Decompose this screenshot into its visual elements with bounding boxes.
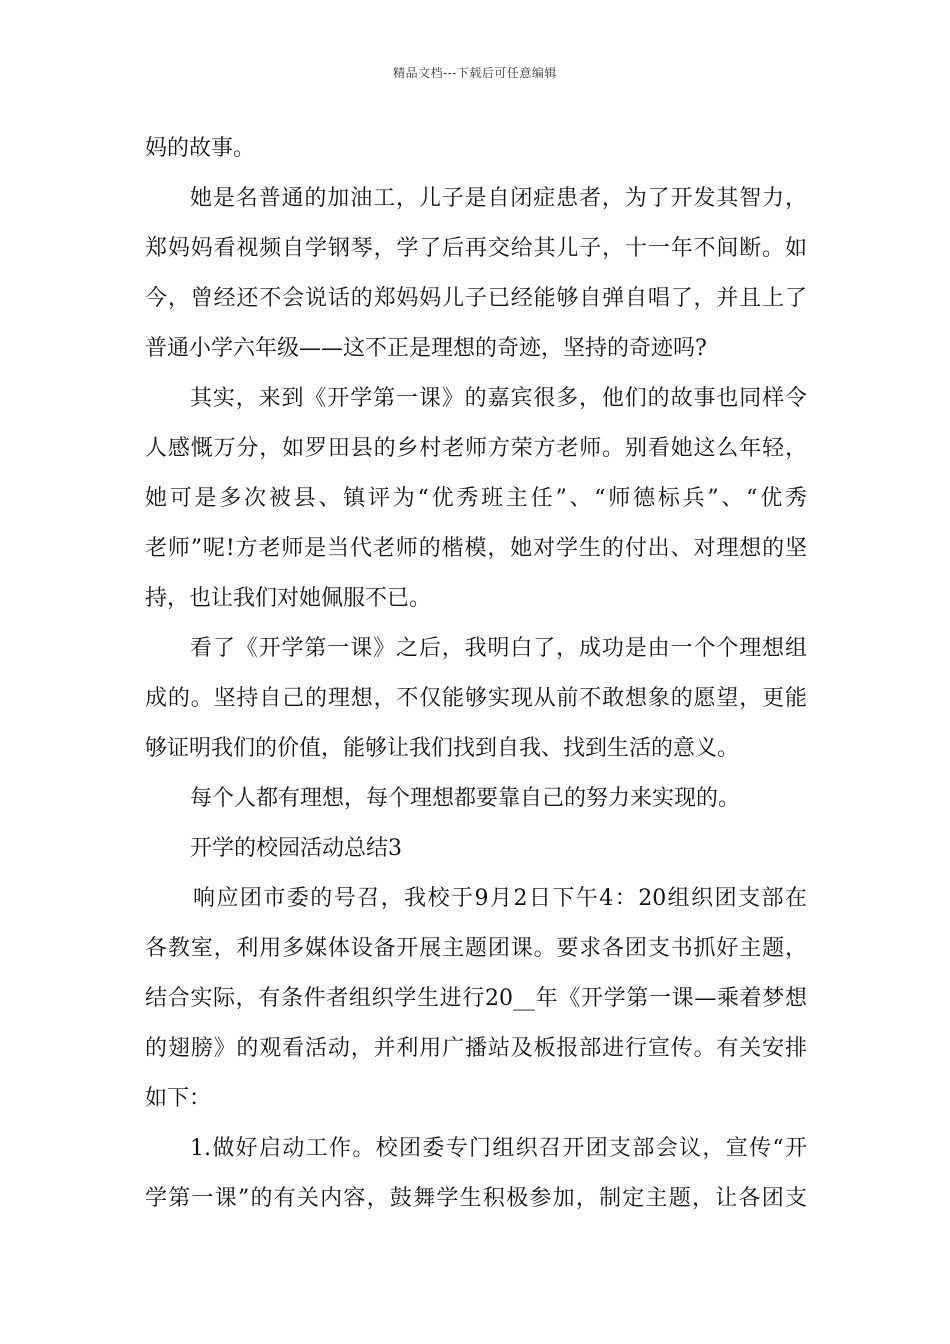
paragraph bbox=[145, 174, 807, 374]
text-line: 看了《开学第一课》之后，我明白了，成功是由一个个理想组 bbox=[190, 636, 807, 661]
section-heading bbox=[145, 824, 807, 874]
page-header: 精品文档---下载后可任意编辑 bbox=[393, 66, 557, 80]
text-line: 她是名普通的加油工，儿子是自闭症患者，为了开发其智力， bbox=[190, 186, 807, 211]
text-line: 持，也让我们对她佩服不已。 bbox=[145, 586, 432, 611]
paragraph bbox=[145, 124, 807, 174]
paragraph bbox=[145, 374, 807, 624]
text-line: 如下： bbox=[145, 1086, 212, 1111]
text-line: 学第一课”的有关内容，鼓舞学生积极参加，制定主题，让各团支 bbox=[145, 1186, 807, 1211]
text-line: 响应团市委的号召，我校于9月2日下午4：20组织团支部在 bbox=[193, 886, 807, 911]
text-line: 妈的故事。 bbox=[145, 136, 256, 161]
text-line: 够证明我们的价值，能够让我们找到自我、找到生活的意义。 bbox=[145, 736, 740, 761]
paragraph bbox=[145, 774, 807, 824]
text-line: 郑妈妈看视频自学钢琴，学了后再交给其儿子，十一年不间断。如 bbox=[145, 236, 807, 261]
text-line: 今，曾经还不会说话的郑妈妈儿子已经能够自弹自唱了，并且上了 bbox=[145, 286, 807, 311]
document-body bbox=[145, 124, 807, 1224]
text-line: 每个人都有理想，每个理想都要靠自己的努力来实现的。 bbox=[190, 786, 741, 811]
text-line: 开学的校园活动总结3 bbox=[190, 836, 402, 861]
text-line: 结合实际，有条件者组织学生进行20__年《开学第一课—乘着梦想 bbox=[145, 986, 807, 1011]
text-line: 1.做好启动工作。校团委专门组织召开团支部会议，宣传“开 bbox=[190, 1136, 807, 1161]
paragraph bbox=[145, 1124, 807, 1224]
text-line: 普通小学六年级——这不正是理想的奇迹，坚持的奇迹吗? bbox=[145, 336, 707, 361]
paragraph bbox=[145, 874, 807, 1124]
text-line: 成的。坚持自己的理想，不仅能够实现从前不敢想象的愿望，更能 bbox=[145, 686, 807, 711]
text-line: 各教室，利用多媒体设备开展主题团课。要求各团支书抓好主题， bbox=[145, 936, 807, 961]
text-line: 其实，来到《开学第一课》的嘉宾很多，他们的故事也同样令 bbox=[190, 386, 807, 411]
paragraph bbox=[145, 624, 807, 774]
text-line: 人感慨万分，如罗田县的乡村老师方荣方老师。别看她这么年轻， bbox=[145, 436, 807, 461]
text-line: 的翅膀》的观看活动，并利用广播站及板报部进行宣传。有关安排 bbox=[145, 1036, 807, 1061]
text-line: 老师”呢!方老师是当代老师的楷模，她对学生的付出、对理想的坚 bbox=[145, 536, 807, 561]
text-line: 她可是多次被县、镇评为“优秀班主任”、“师德标兵”、“优秀 bbox=[145, 486, 807, 511]
